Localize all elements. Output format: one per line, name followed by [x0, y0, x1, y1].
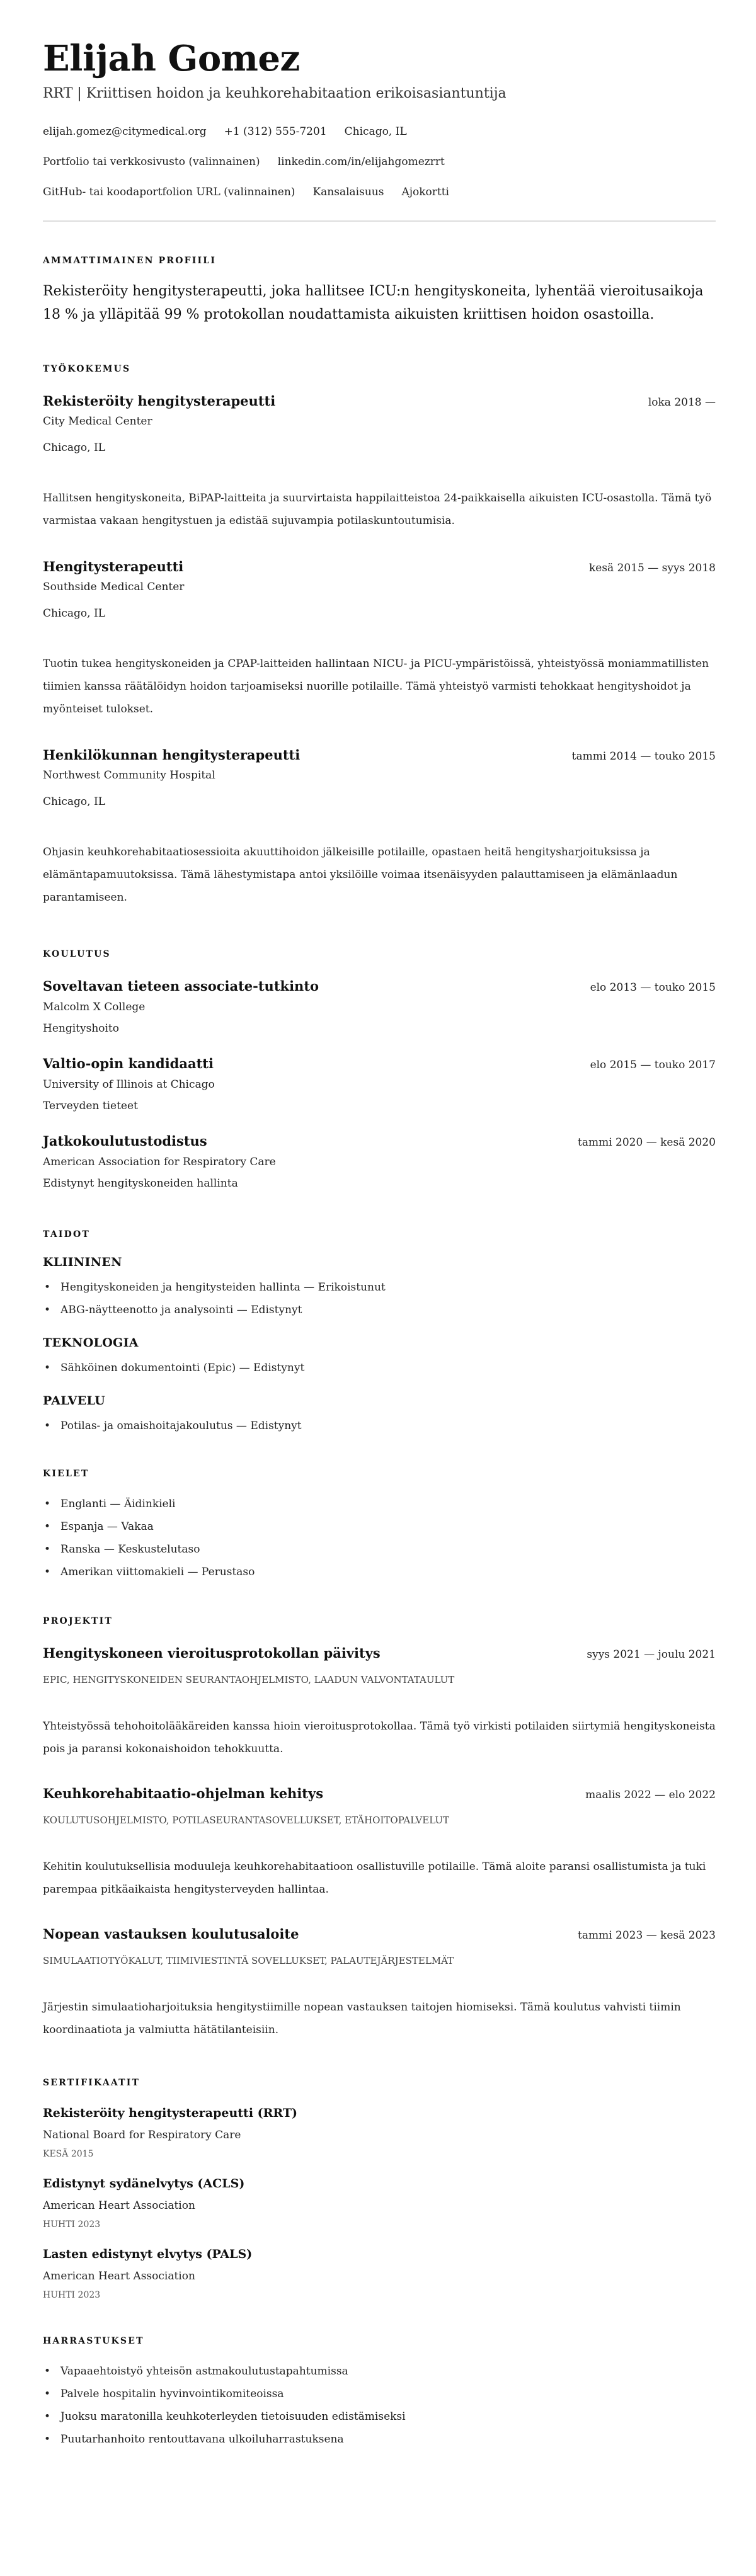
education-date: elo 2015 — touko 2017	[590, 1059, 716, 1071]
project-description: Kehitin koulutuksellisia moduuleja keuhkorehabitaatioon osallistuville potilaille. Tämä aloite paransi osallistumista ja tuki parempaa pitkäaikaista hengitysterveyden hallintaa.	[43, 1861, 706, 1896]
job-title: Rekisteröity hengitysterapeutti	[43, 393, 276, 409]
skill-category-title: TEKNOLOGIA	[43, 1336, 139, 1350]
job-description: Tuotin tukea hengityskoneiden ja CPAP-laitteiden hallintaan NICU- ja PICU-ympäristöissä, yhteistyössä moniammatillisten tiimien kanssa räätälöidyn hoidon tarjoamiseksi nuorille potilaille. Tämä yhteistyö varmisti tehokkaat hengityshoidot ja myönteiset tulokset.	[43, 658, 709, 715]
job-entry	[43, 746, 716, 909]
project-tech-stack: SIMULAATIOTYÖKALUT, TIIMIVIESTINTÄ SOVELLUKSET, PALAUTEJÄRJESTELMÄT	[43, 1955, 454, 1966]
job-description: Ohjasin keuhkorehabitaatiosessioita akuuttihoidon jälkeisille potilaille, opastaen heitä hengitysharjoituksissa ja elämäntapamuutoksissa. Tämä lähestymistapa antoi yksilöille voimaa itsenäisyyden palauttamiseen ja elämänlaadun parantamiseen.	[43, 846, 678, 904]
project-date: syys 2021 — joulu 2021	[587, 1648, 716, 1661]
school-name: American Association for Respiratory Care	[43, 1156, 276, 1168]
section-heading: PROJEKTIT	[43, 1616, 113, 1626]
skill-item: • ABG-näytteenotto ja analysointi — Edistynyt	[43, 1299, 716, 1321]
job-company: Southside Medical Center	[43, 581, 185, 593]
section-heading: TAIDOT	[43, 1229, 91, 1240]
hobby-item: • Palvele hospitalin hyvinvointikomiteoissa	[43, 2383, 716, 2405]
certification-issuer: American Heart Association	[43, 2199, 195, 2212]
education-date: tammi 2020 — kesä 2020	[577, 1136, 716, 1149]
skill-list	[43, 1357, 716, 1379]
project-title: Nopean vastauksen koulutusaloite	[43, 1926, 299, 1942]
job-date: tammi 2014 — touko 2015	[571, 750, 716, 763]
job-title: Henkilökunnan hengitysterapeutti	[43, 747, 301, 763]
project-header	[43, 1644, 716, 1663]
profile-text: Rekisteröity hengitysterapeutti, joka hallitsee ICU:n hengityskoneita, lyhentää vieroitusaikoja 18 % ja ylläpitää 99 % protokollan noudattamista aikuisten kriittisen hoidon osastoilla.	[43, 283, 704, 322]
field-of-study: Terveyden tieteet	[43, 1100, 138, 1112]
job-location: Chicago, IL	[43, 607, 105, 620]
email-link[interactable]: elijah.gomez@citymedical.org	[43, 125, 207, 138]
job-date: loka 2018 —	[648, 396, 716, 409]
skill-category-title: PALVELU	[43, 1394, 105, 1408]
project-tech-stack: EPIC, HENGITYSKONEIDEN SEURANTAOHJELMISTO, LAADUN VALVONTATAULUT	[43, 1674, 455, 1685]
projects-section	[43, 1615, 716, 2041]
section-heading: KOULUTUS	[43, 949, 111, 959]
project-header	[43, 1784, 716, 1804]
language-item: • Englanti — Äidinkieli	[43, 1493, 716, 1515]
skill-item: • Sähköinen dokumentointi (Epic) — Edistynyt	[43, 1357, 716, 1379]
languages-section	[43, 1468, 716, 1583]
education-entry	[43, 1132, 716, 1194]
section-heading: TYÖKOKEMUS	[43, 364, 131, 374]
section-heading: KIELET	[43, 1469, 89, 1479]
project-date: maalis 2022 — elo 2022	[585, 1789, 716, 1801]
certification-title: Lasten edistynyt elvytys (PALS)	[43, 2247, 253, 2261]
certification-entry	[43, 2104, 716, 2161]
degree-title: Jatkokoulutustodistus	[43, 1133, 207, 1149]
skill-category-title: KLIININEN	[43, 1255, 122, 1269]
project-title: Keuhkorehabitaatio-ohjelman kehitys	[43, 1786, 324, 1801]
project-tech-stack: KOULUTUSOHJELMISTO, POTILASEURANTASOVELLUKSET, ETÄHOITOPALVELUT	[43, 1815, 449, 1826]
degree-title: Valtio-opin kandidaatti	[43, 1056, 214, 1071]
job-location: Chicago, IL	[43, 442, 105, 454]
job-header	[43, 392, 716, 411]
certification-title: Edistynyt sydänelvytys (ACLS)	[43, 2177, 245, 2191]
school-name: University of Illinois at Chicago	[43, 1078, 215, 1091]
candidate-name: Elijah Gomez	[43, 38, 300, 79]
linkedin-link[interactable]: linkedin.com/in/elijahgomezrrt	[277, 156, 445, 168]
github-link[interactable]: GitHub- tai koodaportfolion URL (valinnainen)	[43, 186, 295, 198]
citizenship: Kansalaisuus	[312, 186, 384, 198]
portfolio-link[interactable]: Portfolio tai verkkosivusto (valinnainen)	[43, 156, 260, 168]
resume-header	[43, 37, 716, 200]
education-header	[43, 1054, 716, 1074]
header-divider	[43, 220, 716, 222]
certification-issuer: National Board for Respiratory Care	[43, 2129, 241, 2141]
contact-row	[43, 123, 716, 140]
section-heading: HARRASTUKSET	[43, 2336, 144, 2346]
contact-row	[43, 154, 716, 170]
project-entry	[43, 1784, 716, 1901]
job-title: Hengitysterapeutti	[43, 559, 184, 574]
project-entry	[43, 1925, 716, 2041]
profile-section	[43, 254, 716, 326]
certification-date: HUHTI 2023	[43, 2220, 101, 2230]
project-description: Yhteistyössä tehohoitolääkäreiden kanssa hioin vieroitusprotokollaa. Tämä työ virkisti potilaiden siirtymiä hengityskoneista pois ja paransi kokonaishoidon tehokkuutta.	[43, 1720, 716, 1755]
education-entry	[43, 1054, 716, 1117]
project-date: tammi 2023 — kesä 2023	[577, 1929, 716, 1942]
job-company: City Medical Center	[43, 415, 152, 428]
skill-item: • Potilas- ja omaishoitajakoulutus — Edistynyt	[43, 1415, 716, 1437]
language-item: • Ranska — Keskustelutaso	[43, 1538, 716, 1561]
job-header	[43, 557, 716, 577]
certifications-section	[43, 2077, 716, 2302]
education-date: elo 2013 — touko 2015	[590, 981, 716, 994]
field-of-study: Hengityshoito	[43, 1022, 120, 1035]
skill-list	[43, 1276, 716, 1321]
hobbies-section	[43, 2335, 716, 2451]
job-description: Hallitsen hengityskoneita, BiPAP-laitteita ja suurvirtaista happilaitteistoa 24-paikkaisella aikuisten ICU-osastolla. Tämä työ varmistaa vakaan hengitystuen ja edistää sujuvampia potilaskuntoutumisia.	[43, 492, 712, 527]
job-entry	[43, 392, 716, 532]
language-item: • Amerikan viittomakieli — Perustaso	[43, 1561, 716, 1583]
project-description: Järjestin simulaatioharjoituksia hengitystiimille nopean vastauksen taitojen hiomiseksi. Tämä koulutus vahvisti tiimin koordinaatiota ja valmiutta hätätilanteisiin.	[43, 2001, 681, 2036]
job-date: kesä 2015 — syys 2018	[588, 562, 716, 574]
job-location: Chicago, IL	[43, 795, 105, 808]
hobby-item: • Puutarhanhoito rentouttavana ulkoiluharrastuksena	[43, 2428, 716, 2451]
job-company: Northwest Community Hospital	[43, 769, 215, 782]
project-header	[43, 1925, 716, 1944]
language-item: • Espanja — Vakaa	[43, 1515, 716, 1538]
education-header	[43, 1132, 716, 1151]
degree-title: Soveltavan tieteen associate-tutkinto	[43, 978, 319, 994]
education-header	[43, 977, 716, 996]
location: Chicago, IL	[344, 125, 407, 138]
certification-date: HUHTI 2023	[43, 2290, 101, 2300]
job-header	[43, 746, 716, 765]
section-heading: SERTIFIKAATIT	[43, 2078, 140, 2088]
hobby-item: • Juoksu maratonilla keuhkoterleyden tietoisuuden edistämiseksi	[43, 2405, 716, 2428]
education-section	[43, 948, 716, 1194]
certification-title: Rekisteröity hengitysterapeutti (RRT)	[43, 2106, 298, 2120]
section-heading: AMMATTIMAINEN PROFIILI	[43, 256, 217, 266]
field-of-study: Edistynyt hengityskoneiden hallinta	[43, 1177, 238, 1190]
school-name: Malcolm X College	[43, 1001, 146, 1013]
certification-issuer: American Heart Association	[43, 2270, 195, 2282]
phone-number[interactable]: +1 (312) 555-7201	[224, 125, 327, 138]
skills-section	[43, 1228, 716, 1437]
project-title: Hengityskoneen vieroitusprotokollan päivitys	[43, 1645, 381, 1661]
skill-list	[43, 1415, 716, 1437]
contact-row	[43, 184, 716, 200]
education-entry	[43, 977, 716, 1039]
experience-section	[43, 363, 716, 909]
skill-item: • Hengityskoneiden ja hengitysteiden hallinta — Erikoistunut	[43, 1276, 716, 1299]
hobby-item: • Vapaaehtoistyö yhteisön astmakoulutustapahtumissa	[43, 2360, 716, 2383]
job-entry	[43, 557, 716, 721]
candidate-subtitle: RRT | Kriittisen hoidon ja keuhkorehabitaation erikoisasiantuntija	[43, 86, 507, 101]
drivers-license: Ajokortti	[401, 186, 449, 198]
certification-date: KESÄ 2015	[43, 2149, 94, 2159]
certification-entry	[43, 2245, 716, 2302]
certification-entry	[43, 2175, 716, 2231]
project-entry	[43, 1644, 716, 1760]
